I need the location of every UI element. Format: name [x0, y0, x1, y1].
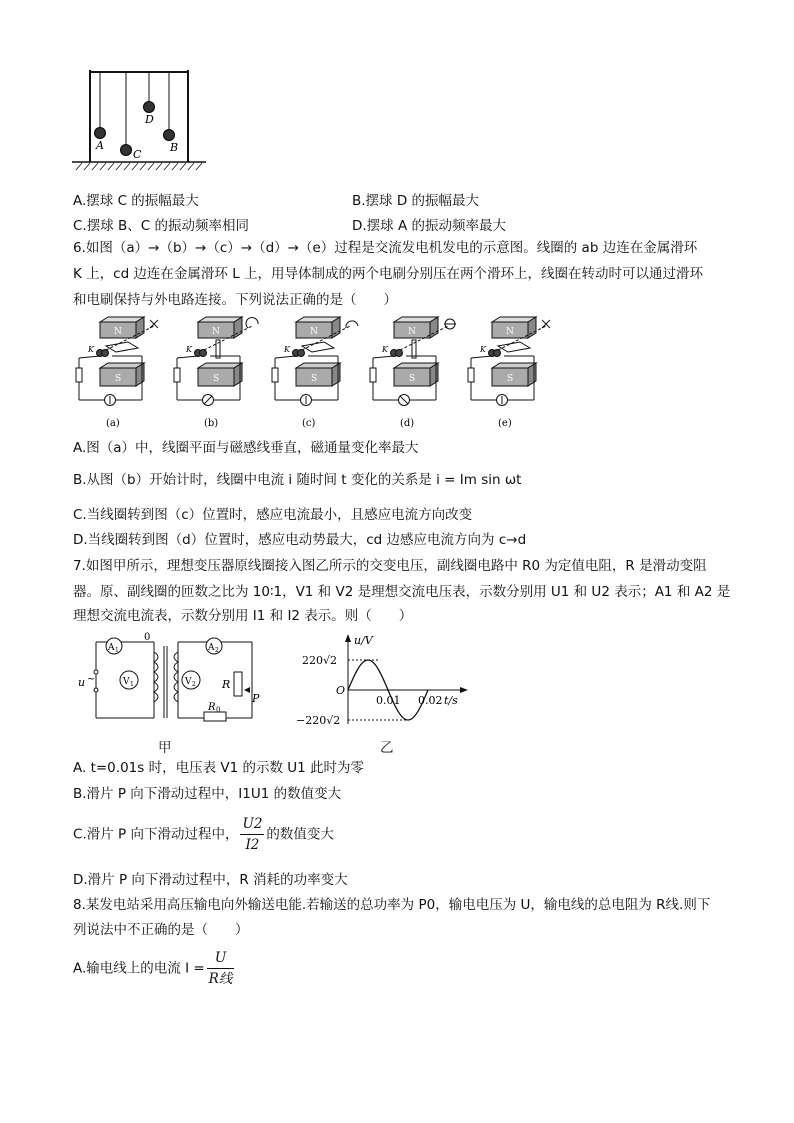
- graph-ylabel: u/V: [354, 634, 373, 647]
- q7-option-c-post: 的数值变大: [266, 826, 334, 843]
- fig-label-yi: 乙: [380, 740, 394, 756]
- ball-d: [144, 102, 155, 113]
- q7-stem-line-2: 器。原、副线圈的匝数之比为 10∶1，V1 和 V2 是理想交流电压表，示数分别用 U1 和 U2 表示；A1 和 A2 是: [73, 584, 731, 600]
- label-c: C: [133, 148, 142, 161]
- svg-text:2: 2: [215, 647, 219, 654]
- q5-option-c[interactable]: C.摆球 B、C 的振动频率相同: [73, 218, 249, 234]
- fig-label-e: (e): [498, 418, 512, 429]
- svg-text:V: V: [185, 677, 192, 687]
- svg-text:V: V: [123, 677, 130, 687]
- ball-a: [95, 128, 106, 139]
- graph-origin: O: [336, 684, 346, 697]
- svg-text:0: 0: [144, 632, 151, 643]
- generator-figures: [74, 316, 554, 434]
- svg-text:1: 1: [130, 681, 134, 688]
- q6-stem-line-3: 和电刷保持与外电路连接。下列说法正确的是（ ）: [73, 292, 397, 308]
- graph-tick-2: 0.02: [418, 694, 443, 707]
- svg-text:P: P: [252, 692, 260, 705]
- q7-option-a[interactable]: A. t=0.01s 时，电压表 V1 的示数 U1 此时为零: [73, 760, 365, 776]
- fig-label-c: (c): [302, 418, 316, 429]
- fig-label-d: (d): [400, 418, 415, 429]
- ball-c: [121, 145, 132, 156]
- q7-option-c-num: U2: [240, 814, 264, 835]
- q6-stem-line-2: K 上，cd 边连在金属滑环 L 上，用导体制成的两个电刷分别压在两个滑环上，线圈在转动时可以通过滑环: [73, 266, 704, 282]
- q6-stem-line-1: 6.如图（a）→（b）→（c）→（d）→（e）过程是交流发电机发电的示意图。线圈的 ab 边连在金属滑环: [73, 240, 698, 256]
- fig-label-jia: 甲: [158, 740, 172, 756]
- q5-option-d[interactable]: D.摆球 A 的振动频率最大: [352, 218, 507, 234]
- q8-option-a[interactable]: [73, 948, 236, 989]
- q7-option-d[interactable]: D.滑片 P 向下滑动过程中，R 消耗的功率变大: [73, 872, 348, 888]
- label-b: B: [170, 141, 179, 154]
- svg-text:R: R: [208, 702, 216, 713]
- q5-option-b[interactable]: B.摆球 D 的振幅最大: [352, 193, 480, 209]
- q8-stem-line-1: 8.某发电站采用高压输电向外输送电能.若输送的总功率为 P0，输电电压为 U，输电线的总电阻为 R线.则下: [73, 897, 711, 913]
- svg-text:A: A: [108, 643, 115, 653]
- svg-text:2: 2: [192, 681, 196, 688]
- q8-option-a-den: R线: [208, 971, 233, 987]
- svg-text:u: u: [78, 676, 86, 689]
- graph-ymax: 220√2: [302, 654, 338, 667]
- svg-text:A: A: [208, 643, 215, 653]
- q7-stem-line-3: 理想交流电流表，示数分别用 I1 和 I2 表示。则（ ）: [73, 608, 413, 624]
- q6-option-a[interactable]: A.图（a）中，线圈平面与磁感线垂直，磁通量变化率最大: [73, 440, 419, 456]
- svg-text:~: ~: [87, 674, 96, 685]
- q6-option-c[interactable]: C.当线圈转到图（c）位置时，感应电流最小，且感应电流方向改变: [73, 507, 473, 523]
- label-a: A: [96, 139, 104, 152]
- q8-option-a-pre: A.输电线上的电流 I =: [73, 960, 205, 977]
- svg-text:1: 1: [115, 647, 119, 654]
- voltage-graph: [292, 632, 472, 728]
- transformer-circuit: [74, 632, 274, 728]
- q6-option-b[interactable]: B.从图（b）开始计时，线圈中电流 i 随时间 t 变化的关系是 i = Im sin ωt: [73, 472, 522, 488]
- q5-option-a[interactable]: A.摆球 C 的振幅最大: [73, 193, 199, 209]
- q8-stem-line-2: 列说法中不正确的是（ ）: [73, 922, 249, 938]
- svg-text:0: 0: [216, 706, 221, 714]
- fig-label-b: (b): [204, 418, 219, 429]
- pendulum-figure: [68, 66, 208, 172]
- q8-option-a-num: U: [207, 948, 235, 969]
- graph-tick-1: 0.01: [376, 694, 401, 707]
- q7-option-b[interactable]: B.滑片 P 向下滑动过程中，I1U1 的数值变大: [73, 786, 342, 802]
- q7-option-c-den: I2: [245, 837, 260, 853]
- svg-text:R: R: [222, 678, 231, 691]
- graph-ymin: −220√2: [296, 714, 341, 727]
- q6-option-d[interactable]: D.当线圈转到图（d）位置时，感应电动势最大，cd 边感应电流方向为 c→d: [73, 532, 527, 548]
- q7-stem-line-1: 7.如图甲所示，理想变压器原线圈接入图乙所示的交变电压，副线圈电路中 R0 为定值电阻，R 是滑动变阻: [73, 558, 707, 574]
- fig-label-a: (a): [106, 418, 120, 429]
- q7-option-c-pre: C.滑片 P 向下滑动过程中，: [73, 826, 239, 843]
- graph-xlabel: t/s: [444, 694, 458, 707]
- label-d: D: [145, 113, 154, 126]
- ball-b: [164, 130, 175, 141]
- q7-option-c[interactable]: [73, 814, 334, 855]
